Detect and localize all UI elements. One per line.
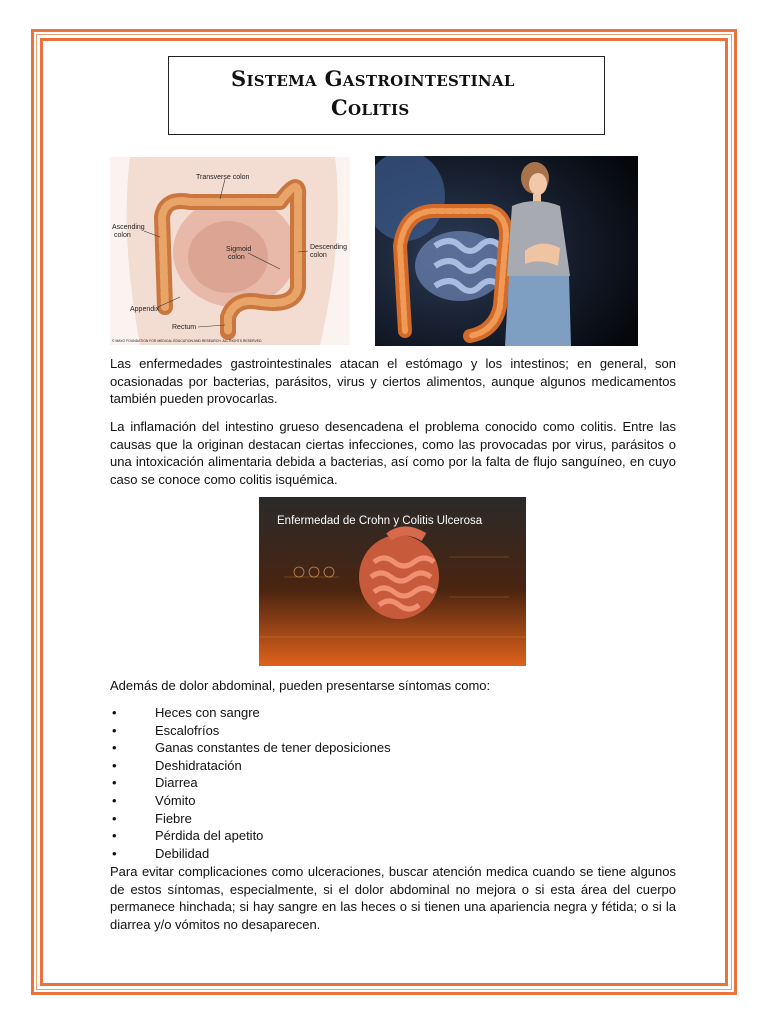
symptom-item xyxy=(110,792,670,810)
label-rectum: Rectum xyxy=(172,324,197,331)
label-ascending-colon: Ascending xyxy=(112,224,145,231)
paragraph-intro: Las enfermedades gastrointestinales atacan el estómago y los intestinos; en general, son ocasionadas por bacterias, parásitos, virus y ciertos alimentos, aunque algunos medicamentos también pueden provocarlas. xyxy=(110,356,676,407)
abdominal-pain-photo xyxy=(375,156,638,346)
symptom-text: Deshidratación xyxy=(155,757,242,773)
symptom-text: Diarrea xyxy=(155,775,198,791)
paragraph-colitis: La inflamación del intestino grueso desencadena el problema conocido como colitis. Entre las causas que la originan destacan ciertas infecciones, como las provocadas por virus, parásitos o una intoxicación alimentaria debida a bacterias, así como por la falta de flujo sanguíneo, en cuyo caso se conoce como colitis isquémica. xyxy=(110,419,676,487)
paragraph-symptoms-intro: Además de dolor abdominal, pueden presentarse síntomas como: xyxy=(110,678,491,693)
bullet-marker: • xyxy=(112,792,117,808)
label-sigmoid-colon: Sigmoid xyxy=(226,246,252,253)
symptom-item xyxy=(110,810,670,828)
symptom-text: Heces con sangre xyxy=(155,705,260,720)
symptom-text: Fiebre xyxy=(155,810,192,826)
symptom-list xyxy=(110,704,670,862)
symptom-text: Pérdida del apetito xyxy=(155,828,264,844)
symptom-item xyxy=(110,722,670,740)
image-copyright: © MAYO FOUNDATION FOR MEDICAL EDUCATION AND RESEARCH. ALL RIGHTS RESERVED. xyxy=(112,339,263,343)
crohn-image-caption: Enfermedad de Crohn y Colitis Ulcerosa xyxy=(277,515,483,527)
bullet-marker: • xyxy=(112,828,117,844)
label-ascending-colon-2: colon xyxy=(114,232,131,239)
label-descending-colon-2: colon xyxy=(310,252,327,259)
symptom-text: Debilidad xyxy=(155,845,210,861)
label-appendix: Appendix xyxy=(130,306,160,313)
bullet-marker: • xyxy=(112,740,117,756)
bullet-marker: • xyxy=(112,757,117,773)
symptom-item xyxy=(110,739,670,757)
title-box xyxy=(168,56,605,135)
symptom-text: Vómito xyxy=(155,792,196,808)
label-descending-colon: Descending xyxy=(310,244,347,251)
symptom-item xyxy=(110,704,670,722)
symptom-item xyxy=(110,774,670,792)
symptom-item xyxy=(110,827,670,845)
symptom-text: Ganas constantes de tener deposiciones xyxy=(155,740,391,756)
bullet-marker: • xyxy=(112,845,117,861)
crohn-colitis-image xyxy=(259,497,526,666)
bullet-marker: • xyxy=(112,722,117,738)
label-transverse-colon: Transverse colon xyxy=(196,174,250,181)
bullet-marker: • xyxy=(112,775,117,791)
bullet-marker: • xyxy=(112,705,117,720)
label-sigmoid-colon-2: colon xyxy=(228,254,245,261)
symptom-item xyxy=(110,757,670,775)
page-subtitle: Colitis xyxy=(331,95,410,120)
colon-anatomy-image xyxy=(110,157,350,345)
symptom-item xyxy=(110,845,670,863)
page-title: Sistema Gastrointestinal xyxy=(231,66,515,91)
symptom-text: Escalofríos xyxy=(155,722,220,738)
paragraph-recommendation: Para evitar complicaciones como ulceraciones, buscar atención medica cuando se tiene algunos de estos síntomas, especialmente, si el dolor abdominal no mejora o si esta área del cuerpo permanece hinchada; si hay sangre en las heces o si tienen una apariencia negra y fétida; o si la diarrea y/o vómitos no desaparecen. xyxy=(110,864,676,932)
bullet-marker: • xyxy=(112,810,117,826)
